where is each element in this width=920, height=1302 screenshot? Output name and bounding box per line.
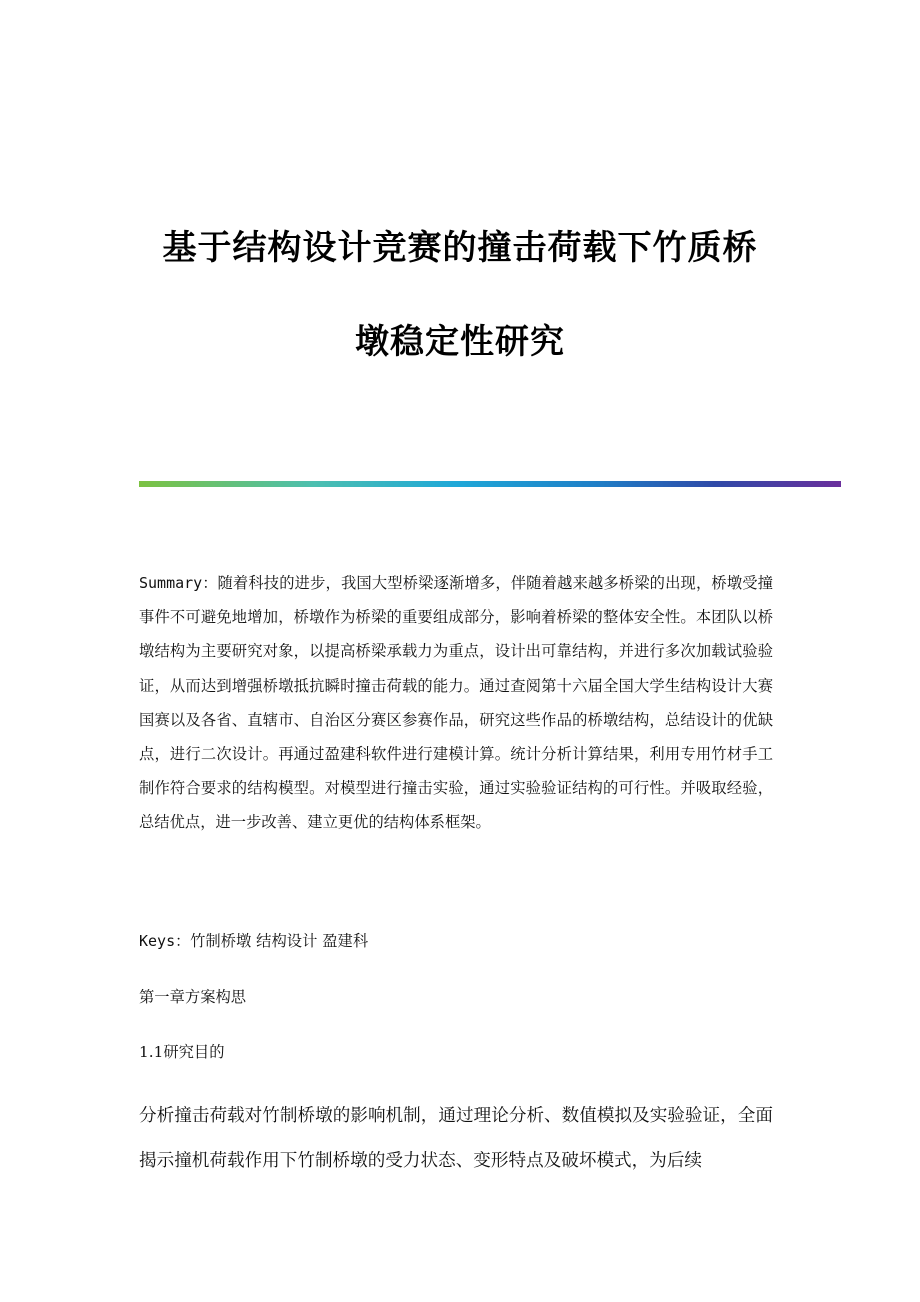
keywords-text: 竹制桥墩 结构设计 盈建科 [190, 932, 369, 950]
abstract-label: Summary： [139, 574, 218, 592]
body-paragraph: 分析撞击荷载对竹制桥墩的影响机制，通过理论分析、数值模拟及实验验证，全面揭示撞机荷载作用下竹制桥墩的受力状态、变形特点及破坏模式，为后续 [139, 1106, 773, 1171]
keywords [139, 929, 368, 951]
title-divider [139, 481, 841, 487]
keywords-label: Keys： [139, 932, 191, 950]
chapter-heading: 第一章方案构思 [139, 988, 247, 1006]
abstract-text: 随着科技的进步，我国大型桥梁逐渐增多，伴随着越来越多桥梁的出现，桥墩受撞事件不可避免地增加，桥墩作为桥梁的重要组成部分，影响着桥梁的整体安全性。本团队以桥墩结构为主要研究对象，以提高桥梁承载力为重点，设计出可靠结构，并进行多次加载试验验证，从而达到增强桥墩抵抗瞬时撞击荷载的能力。通过查阅第十六届全国大学生结构设计大赛国赛以及各省、直辖市、自治区分赛区参赛作品，研究这些作品的桥墩结构，总结设计的优缺点，进行二次设计。再通过盈建科软件进行建模计算。统计分析计算结果，利用专用竹材手工制作符合要求的结构模型。对模型进行撞击实验，通过实验验证结构的可行性。并吸取经验，总结优点，进一步改善、建立更优的结构体系框架。 [139, 574, 773, 832]
page-title-line-2: 墩稳定性研究 [355, 322, 565, 362]
page-title-line-1: 基于结构设计竞赛的撞击荷载下竹质桥 [162, 228, 758, 268]
section-heading: 1.1研究目的 [139, 1043, 225, 1061]
abstract [139, 566, 773, 840]
